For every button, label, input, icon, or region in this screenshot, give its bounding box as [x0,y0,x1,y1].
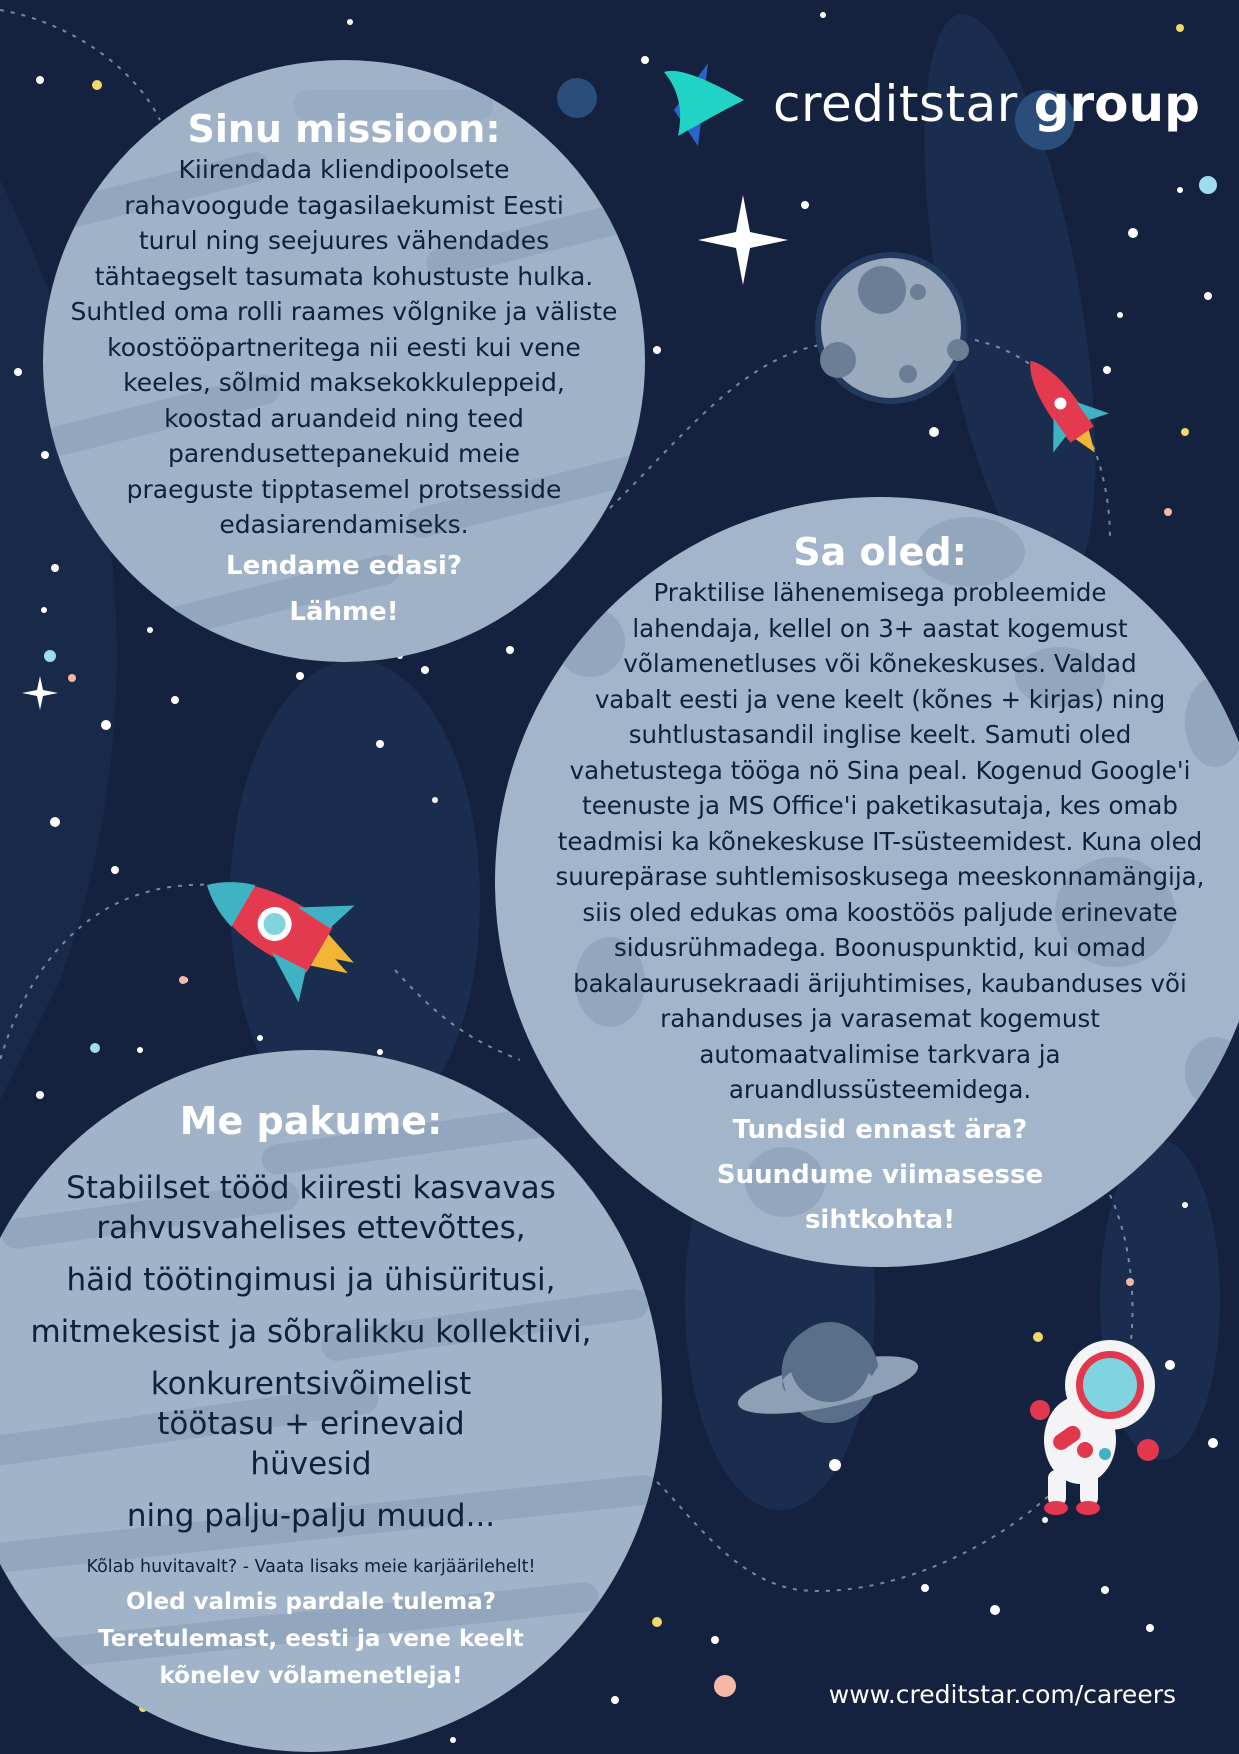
offer-item: Stabiilset tööd kiiresti kasvavas rahvusvahelises ettevõttes, [66,1170,556,1246]
profile-cta-line: Suundume viimasesse [716,1159,1044,1190]
mission-line: tähtaegselt tasumata kohustuste hulka. [94,261,594,291]
mission-line: keeles, sõlmid maksekokkuleppeid, [123,368,565,397]
offer-item: konkurentsivõimelist töötasu + erinevaid hüvesid [150,1366,472,1482]
mission-line: turul ning seejuures vähendades [138,226,550,255]
mission-heading: Sinu missioon: [187,107,501,151]
offer-cta-line: Teretulemast, eesti ja vene keelt [98,1626,524,1652]
offer-section [0,1098,642,1695]
profile-line: teenuste ja MS Office'i paketikasutaja, kes omab [582,791,1178,820]
profile-line: Praktilise lähenemisega probleemide [653,578,1107,607]
logo-text-bold: group [1033,75,1200,133]
creditstar-group-logo [660,60,1200,155]
logo-wordmark [773,74,1200,134]
offer-item: ning palju-palju muud... [126,1498,496,1534]
offer-item: häid töötingimusi ja ühisüritusi, [66,1262,556,1298]
mission-line: Kiirendada kliendipoolsete [178,155,510,184]
profile-line: suurepärase suhtlemisoskusega meeskonnamängija, [555,862,1205,891]
mission-cta-line: Lendame edasi? [226,550,462,581]
profile-line: siis oled edukas oma koostöös paljude erinevate [582,897,1178,927]
creditstar-logo-icon [660,60,755,155]
offer-item: mitmekesist ja sõbralikku kollektiivi, [30,1314,592,1350]
profile-cta-line: sihtkohta! [804,1204,956,1235]
mission-line: koostööpartneritega nii eesti kui vene [107,332,581,362]
offer-heading: Me pakume: [179,1099,443,1143]
offer-cta-line: kõnelev võlamenetleja! [159,1663,463,1689]
profile-line: aruandlussüsteemidega. [728,1075,1032,1104]
profile-line: automaatvalimise tarkvara ja [699,1039,1061,1069]
profile-line: teadmisi ka kõnekeskuse IT-süsteemidest. Kuna oled [557,826,1203,856]
mission-text [43,152,645,543]
offer-planet [0,1050,662,1752]
profile-line: vabalt eesti ja vene keelt (kõnes + kirjas) ning [594,684,1166,714]
profile-line: vahetustega tööga nö Sina peal. Kogenud Google'i [569,755,1191,785]
mission-line: koostad aruandeid ning teed [164,403,524,433]
mission-line: praeguste tipptasemel protsesside [126,474,562,504]
profile-heading: Sa oled: [793,530,967,574]
profile-text [495,575,1239,1108]
profile-cta-line: Tundsid ennast ära? [732,1114,1028,1145]
profile-line: bakalaurusekraadi ärijuhtimises, kaubanduses või [573,968,1187,998]
careers-url[interactable]: www.creditstar.com/careers [828,1680,1176,1709]
mission-cta-line: Lähme! [289,596,399,627]
careers-page-note: Kõlab huvitavalt? - Vaata lisaks meie karjäärilehelt! [86,1557,536,1577]
profile-line: võlamenetluses või kõnekeskuses. Valdad [623,649,1137,678]
mission-line: rahavoogude tagasilaekumist Eesti [124,190,564,220]
offer-cta-line: Oled valmis pardale tulema? [126,1589,496,1615]
mission-line: parendusettepanekuid meie [167,439,521,468]
mission-line: Suhtled oma rolli raames võlgnike ja väliste [70,297,618,326]
profile-line: rahanduses ja varasemat kogemust [660,1004,1100,1033]
profile-line: lahendaja, kellel on 3+ aastat kogemust [632,613,1128,643]
mission-line: edasiarendamiseks. [219,510,469,539]
logo-text-light: creditstar [773,75,1018,133]
profile-line: sidusrühmadega. Boonuspunktid, kui omad [613,933,1147,962]
profile-line: suhtlustasandil inglise keelt. Samuti oled [628,720,1132,749]
